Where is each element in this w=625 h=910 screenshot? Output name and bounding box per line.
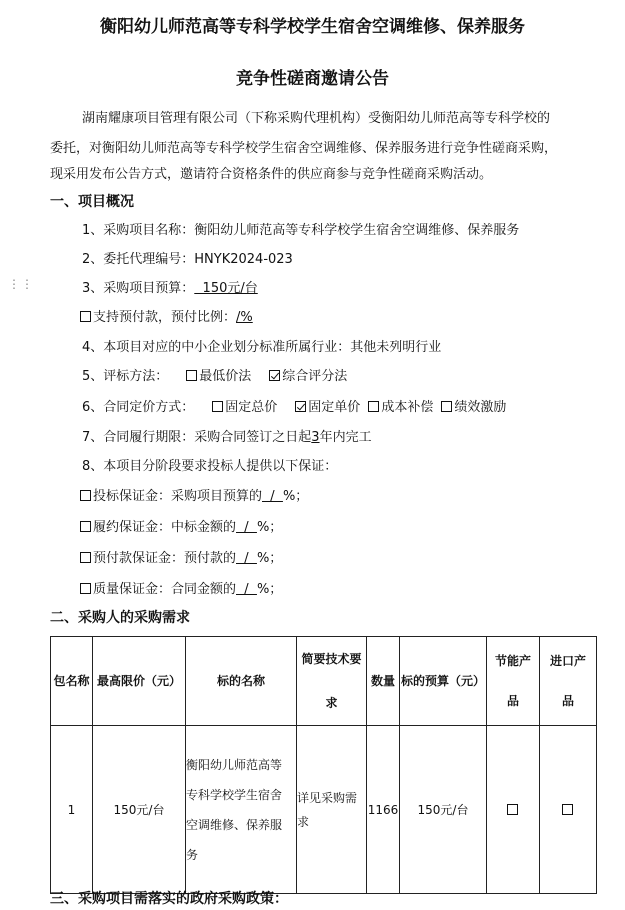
doc-title-line1: 衡阳幼儿师范高等专科学校学生宿舍空调维修、保养服务	[100, 17, 525, 37]
intro-line-2: 委托，对衡阳幼儿师范高等专科学校学生宿舍空调维修、保养服务进行竞争性磋商采购，	[50, 141, 558, 156]
item-1: 1、采购项目名称：衡阳幼儿师范高等专科学校学生宿舍空调维修、保养服务	[82, 223, 520, 238]
cell-tech: 详见采购需 求	[297, 726, 367, 894]
import-checkbox[interactable]	[562, 804, 573, 815]
prepay-label: 支持预付款，预付比例：	[93, 310, 237, 325]
cell-energy	[487, 726, 540, 894]
doc-title-line2: 竞争性磋商邀请公告	[236, 69, 389, 89]
guarantee-prepay	[80, 547, 282, 566]
requirements-table	[50, 636, 597, 894]
section-2-heading: 二、采购人的采购需求	[50, 610, 190, 626]
cell-item-name: 衡阳幼儿师范高等 专科学校学生宿舍 空调维修、保养服 务	[186, 726, 297, 894]
item-2: 2、委托代理编号：HNYK2024-023	[82, 252, 293, 267]
cell-max-price: 150元/台	[93, 726, 186, 894]
drag-handle-icon[interactable]: ⋮⋮	[8, 277, 34, 291]
lowest-price-checkbox[interactable]	[186, 370, 197, 381]
prepay-row	[80, 306, 253, 325]
item-5	[82, 365, 347, 384]
performance-guarantee-checkbox[interactable]	[80, 521, 91, 532]
cell-package: 1	[51, 726, 93, 894]
item-4: 4、本项目对应的中小企业划分标准所属行业：其他未列明行业	[82, 340, 442, 355]
prepay-guarantee-checkbox[interactable]	[80, 552, 91, 563]
performance-guarantee-value: /	[236, 520, 257, 535]
header-tech: 简要技术要 求	[297, 637, 367, 726]
fixed-unit-label: 固定单价	[308, 400, 361, 415]
quality-guarantee-value: /	[236, 582, 257, 597]
lowest-price-label: 最低价法	[199, 369, 252, 384]
guarantee-bid	[80, 485, 308, 504]
header-import: 进口产 品	[540, 637, 597, 726]
header-energy: 节能产 品	[487, 637, 540, 726]
item-7-suffix: 年内完工	[319, 430, 372, 445]
energy-checkbox[interactable]	[507, 804, 518, 815]
bid-guarantee-pct: %；	[282, 489, 309, 504]
intro-line-1: 湖南耀康项目管理有限公司（下称采购代理机构）受衡阳幼儿师范高等专科学校的	[82, 111, 551, 126]
cell-import	[540, 726, 597, 894]
guarantee-performance	[80, 516, 282, 535]
comprehensive-score-label: 综合评分法	[282, 369, 348, 384]
table-header-row	[51, 637, 597, 726]
intro-line-3: 现采用发布公告方式，邀请符合资格条件的供应商参与竞争性磋商采购活动。	[50, 167, 493, 182]
item-6	[82, 396, 506, 415]
fixed-total-label: 固定总价	[225, 400, 278, 415]
item-6-label: 6、合同定价方式：	[82, 400, 195, 415]
header-budget: 标的预算（元）	[400, 637, 487, 726]
performance-incentive-checkbox[interactable]	[441, 401, 452, 412]
quality-guarantee-checkbox[interactable]	[80, 583, 91, 594]
quality-guarantee-pct: %；	[256, 582, 283, 597]
prepay-guarantee-value: /	[236, 551, 257, 566]
fixed-unit-checkbox[interactable]	[295, 401, 306, 412]
header-item-name: 标的名称	[186, 637, 297, 726]
section-3-heading: 三、采购项目需落实的政府采购政策：	[50, 891, 288, 907]
performance-guarantee-label: 履约保证金：中标金额的	[93, 520, 237, 535]
item-7-label: 7、合同履行期限：采购合同签订之日起	[82, 430, 312, 445]
section-1-heading: 一、项目概况	[50, 194, 134, 210]
cost-compensation-label: 成本补偿	[381, 400, 434, 415]
bid-guarantee-checkbox[interactable]	[80, 490, 91, 501]
quality-guarantee-label: 质量保证金：合同金额的	[93, 582, 237, 597]
header-qty: 数量	[367, 637, 400, 726]
bid-guarantee-label: 投标保证金：采购项目预算的	[93, 489, 263, 504]
prepay-guarantee-label: 预付款保证金：预付款的	[93, 551, 237, 566]
cost-compensation-checkbox[interactable]	[368, 401, 379, 412]
item-5-label: 5、评标方法：	[82, 369, 169, 384]
item-3	[82, 277, 258, 296]
fixed-total-checkbox[interactable]	[212, 401, 223, 412]
table-row	[51, 726, 597, 894]
budget-value: 150元/台	[194, 281, 258, 296]
performance-incentive-label: 绩效激励	[454, 400, 507, 415]
cell-budget: 150元/台	[400, 726, 487, 894]
comprehensive-score-checkbox[interactable]	[269, 370, 280, 381]
prepay-guarantee-pct: %；	[256, 551, 283, 566]
header-max-price: 最高限价（元）	[93, 637, 186, 726]
prepay-value: /%	[236, 310, 253, 325]
item-7	[82, 426, 372, 445]
bid-guarantee-value: /	[262, 489, 283, 504]
term-years: 3	[311, 430, 320, 445]
guarantee-quality	[80, 578, 282, 597]
cell-qty: 1166	[367, 726, 400, 894]
item-3-label: 3、采购项目预算：	[82, 281, 195, 296]
performance-guarantee-pct: %；	[256, 520, 283, 535]
header-package: 包名称	[51, 637, 93, 726]
prepay-checkbox[interactable]	[80, 311, 91, 322]
item-8: 8、本项目分阶段要求投标人提供以下保证：	[82, 459, 338, 474]
